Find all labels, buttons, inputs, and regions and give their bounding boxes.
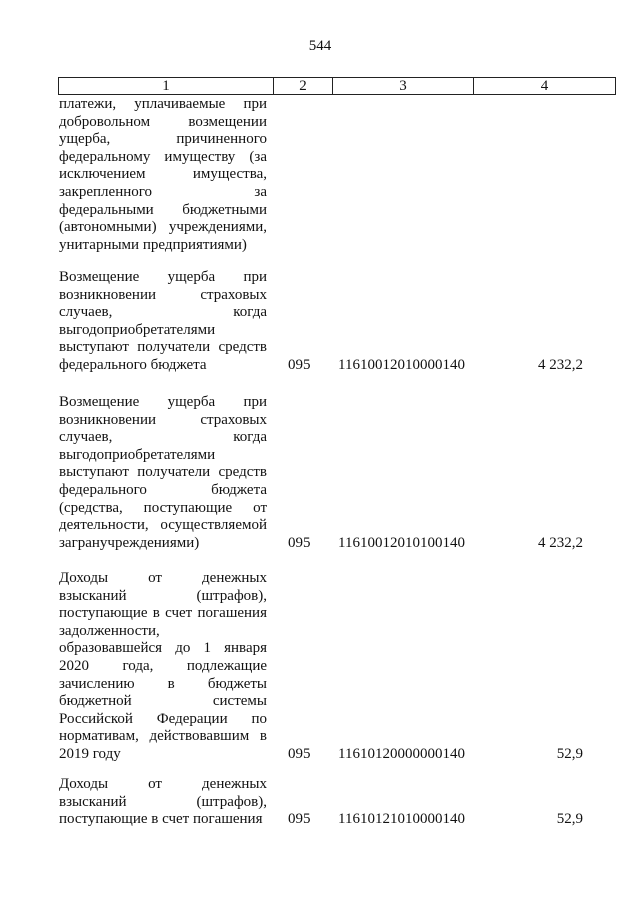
row-description bbox=[59, 776, 267, 829]
row-description-line: загранучреждениями) bbox=[59, 534, 200, 551]
row-description-line: добровольном возмещении bbox=[59, 113, 267, 130]
row-description-line: случаев, когда bbox=[59, 304, 267, 321]
administrator-code: 095 bbox=[288, 534, 311, 551]
column-header-2: 2 bbox=[274, 78, 333, 95]
page-number: 544 bbox=[308, 38, 332, 54]
row-description-line: зачислению в бюджеты bbox=[59, 675, 267, 692]
budget-classification-code: 11610120000000140 bbox=[338, 746, 465, 762]
amount-value: 4 232,2 bbox=[538, 534, 583, 551]
row-description-line: возникновении страховых bbox=[59, 286, 267, 303]
row-description-line: Возмещение ущерба при bbox=[59, 269, 267, 285]
row-description-line: задолженности, bbox=[59, 622, 160, 639]
budget-classification-code: 11610012010000140 bbox=[338, 357, 465, 373]
row-description bbox=[59, 96, 267, 254]
column-header-1: 1 bbox=[59, 78, 274, 95]
row-description-line: 2020 года, подлежащие bbox=[59, 657, 267, 674]
row-description-line: Доходы от денежных bbox=[59, 776, 267, 792]
row-description-line: 2019 году bbox=[59, 745, 121, 762]
column-header-row bbox=[59, 78, 616, 95]
row-description-line: поступающие в счет погашения bbox=[59, 811, 263, 828]
row-description bbox=[59, 269, 267, 375]
row-description-line: (автономными) учреждениями, bbox=[59, 219, 267, 236]
row-description-line: платежи, уплачиваемые при bbox=[59, 96, 267, 112]
row-description-line: Доходы от денежных bbox=[59, 570, 267, 586]
row-description-line: образовавшейся до 1 января bbox=[59, 640, 267, 657]
administrator-code: 095 bbox=[288, 811, 311, 828]
row-description-line: унитарными предприятиями) bbox=[59, 236, 247, 253]
column-header-4: 4 bbox=[474, 78, 616, 95]
row-description-line: нормативам, действовавшим в bbox=[59, 728, 267, 745]
row-description bbox=[59, 570, 267, 764]
row-description-line: федеральными бюджетными bbox=[59, 201, 267, 218]
row-description-line: (средства, поступающие от bbox=[59, 499, 267, 516]
amount-value: 4 232,2 bbox=[538, 357, 583, 373]
row-description-line: исключением имущества, bbox=[59, 166, 267, 183]
row-description-line: бюджетной системы bbox=[59, 693, 267, 710]
row-description-line: взысканий (штрафов), bbox=[59, 587, 267, 604]
administrator-code: 095 bbox=[288, 357, 311, 373]
budget-classification-code: 11610012010100140 bbox=[338, 534, 465, 551]
administrator-code: 095 bbox=[288, 746, 311, 762]
budget-classification-code: 11610121010000140 bbox=[338, 811, 465, 828]
row-description-line: Возмещение ущерба при bbox=[59, 394, 267, 410]
row-description-line: взысканий (штрафов), bbox=[59, 793, 267, 810]
row-description-line: случаев, когда bbox=[59, 429, 267, 446]
row-description-line: выгодоприобретателями bbox=[59, 321, 216, 338]
column-header-table bbox=[58, 77, 616, 95]
row-description-line: выгодоприобретателями bbox=[59, 446, 216, 463]
row-description bbox=[59, 394, 267, 552]
column-header-3: 3 bbox=[333, 78, 474, 95]
row-description-line: федерального бюджета bbox=[59, 356, 207, 373]
amount-value: 52,9 bbox=[556, 746, 583, 762]
row-description-line: ущерба, причиненного bbox=[59, 131, 267, 148]
row-description-line: деятельности, осуществляемой bbox=[59, 517, 267, 534]
amount-value: 52,9 bbox=[556, 811, 583, 828]
row-description-line: возникновении страховых bbox=[59, 411, 267, 428]
row-description-line: федерального бюджета bbox=[59, 481, 267, 498]
row-description-line: выступают получатели средств bbox=[59, 464, 267, 481]
row-description-line: закрепленного за bbox=[59, 183, 267, 200]
row-description-line: выступают получатели средств bbox=[59, 339, 267, 356]
row-description-line: федеральному имуществу (за bbox=[59, 148, 267, 165]
row-description-line: Российской Федерации по bbox=[59, 710, 267, 727]
row-description-line: поступающие в счет погашения bbox=[59, 605, 267, 622]
